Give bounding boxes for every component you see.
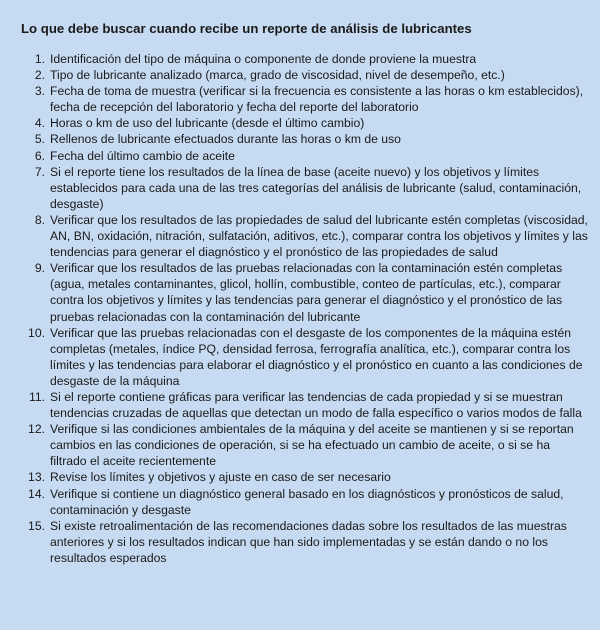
item-text: Revise los límites y objetivos y ajuste en caso de ser necesario	[50, 470, 391, 485]
item-text: Rellenos de lubricante efectuados durante las horas o km de uso	[50, 132, 401, 147]
checklist-item	[21, 83, 588, 115]
checklist	[21, 51, 588, 566]
checklist-item	[21, 325, 588, 389]
item-number: 10.	[28, 325, 45, 340]
item-text: Si existe retroalimentación de las recomendaciones dadas sobre los resultados de las muestras anteriores y si los resultados indican que han sido implementadas y se están dando o no los resultados esperados	[50, 518, 567, 565]
item-text: Verificar que los resultados de las propiedades de salud del lubricante estén completas (viscosidad, AN, BN, oxidación, nitración, sulfatación, aditivos, etc.), comparar contra los objetivos y límites y las tendencias para generar el diagnóstico y el pronóstico de las propiedades de salud	[50, 212, 588, 260]
checklist-item	[21, 469, 588, 485]
item-number: 7.	[34, 164, 45, 179]
item-number: 6.	[34, 148, 45, 163]
item-number: 1.	[34, 52, 45, 66]
item-number: 12.	[28, 422, 45, 437]
checklist-item	[21, 389, 588, 421]
item-text: Tipo de lubricante analizado (marca, grado de viscosidad, nivel de desempeño, etc.)	[50, 68, 505, 83]
checklist-item	[21, 131, 588, 147]
item-text: Horas o km de uso del lubricante (desde el último cambio)	[50, 116, 365, 131]
item-text: Fecha de toma de muestra (verificar si la frecuencia es consistente a las horas o km establecidos), fecha de recepción del laboratorio y fecha del reporte del laboratorio	[50, 84, 584, 115]
item-text: Identificación del tipo de máquina o componente de donde proviene la muestra	[50, 52, 477, 66]
item-number: 3.	[34, 84, 45, 99]
checklist-item	[21, 212, 588, 260]
item-text: Fecha del último cambio de aceite	[50, 148, 235, 163]
item-text: Si el reporte tiene los resultados de la línea de base (aceite nuevo) y los objetivos y límites establecidos para cada una de las tres categorías del análisis de lubricante (salud, contaminación, desgaste)	[50, 164, 582, 211]
checklist-item	[21, 260, 588, 324]
checklist-item	[21, 164, 588, 212]
checklist-item	[21, 148, 588, 164]
item-number: 8.	[34, 212, 45, 227]
item-number: 9.	[34, 261, 45, 276]
item-number: 13.	[28, 470, 45, 485]
item-text: Verificar que las pruebas relacionadas con el desgaste de los componentes de la máquina estén completas (metales, índice PQ, densidad ferrosa, ferrografía analítica, etc.), comparar contra los límites y las tendencias para elaborar el diagnóstico y el pronóstico en cuanto a las condiciones de desgaste de la máquina	[50, 325, 583, 388]
checklist-item	[21, 421, 588, 469]
checklist-item	[21, 67, 588, 83]
item-number: 15.	[28, 518, 45, 533]
item-text: Si el reporte contiene gráficas para verificar las tendencias de cada propiedad y si se muestran tendencias cruzadas de aquellas que detectan un modo de falla específico o varios modos de falla	[50, 389, 582, 421]
checklist-item	[21, 518, 588, 566]
item-number: 2.	[34, 68, 45, 83]
item-text: Verifique si contiene un diagnóstico general basado en los diagnósticos y pronósticos de salud, contaminación y desgaste	[50, 486, 564, 517]
checklist-item	[21, 51, 588, 67]
item-number: 5.	[34, 132, 45, 147]
page-title: Lo que debe buscar cuando recibe un reporte de análisis de lubricantes	[21, 21, 472, 36]
checklist-item	[21, 486, 588, 518]
item-text: Verifique si las condiciones ambientales de la máquina y del aceite se mantienen y si se reportan cambios en las condiciones de operación, si se ha efectuado un cambio de aceite, o si se ha filtrado el aceite recientemente	[50, 422, 574, 469]
item-number: 14.	[28, 486, 45, 501]
item-text: Verificar que los resultados de las pruebas relacionadas con la contaminación estén completas (agua, metales contaminantes, glicol, hollín, combustible, conteo de partículas, etc.), comparar contra los objetivos y límites y las tendencias para generar el diagnóstico y el pronóstico de las pruebas relacionadas con la contaminación del lubricante	[50, 261, 563, 324]
item-number: 4.	[34, 116, 45, 131]
checklist-item	[21, 115, 588, 131]
item-number: 11.	[28, 389, 45, 404]
